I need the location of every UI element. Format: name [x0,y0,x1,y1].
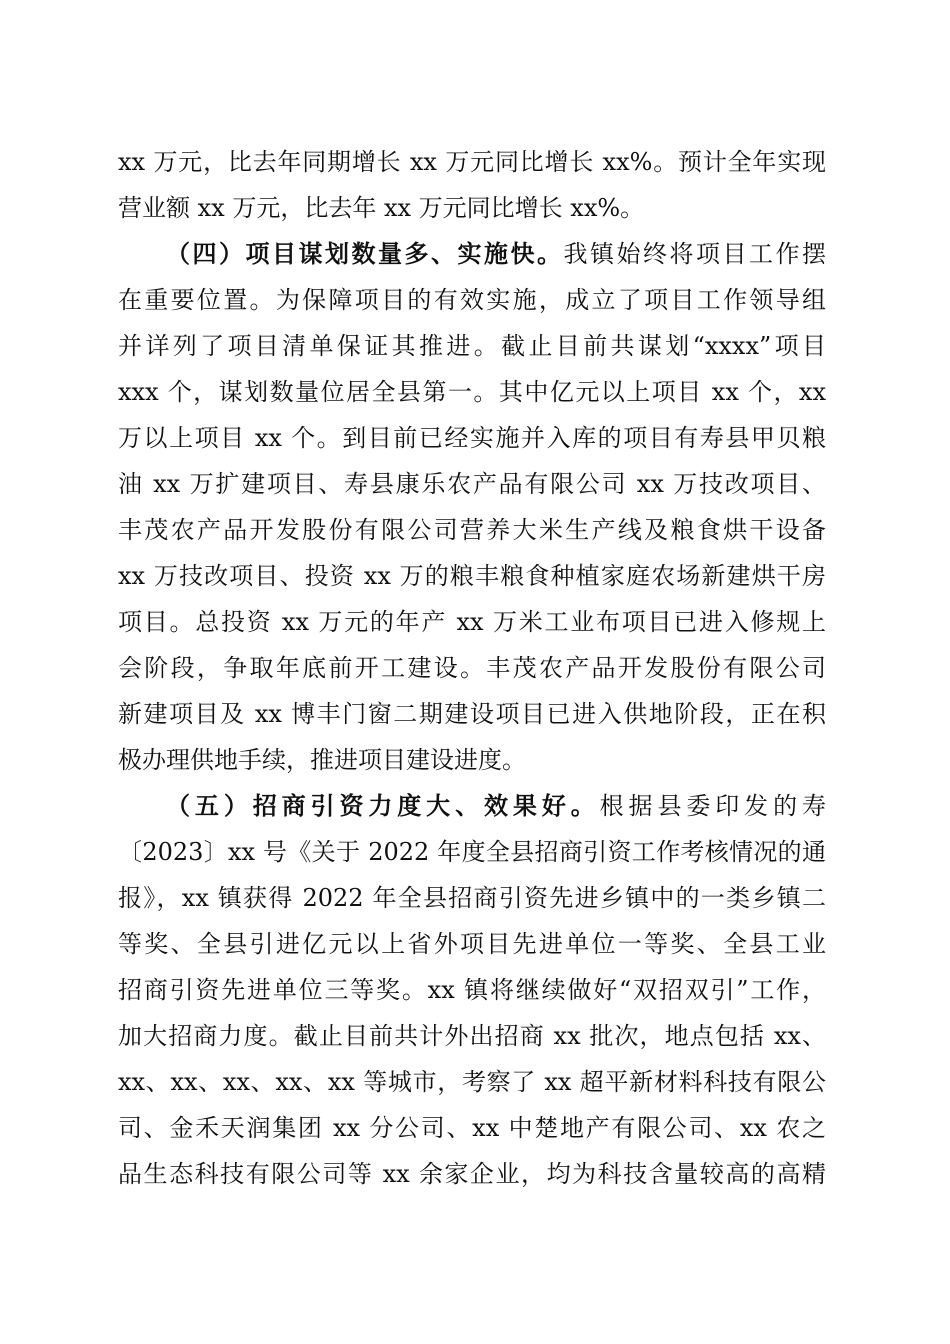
text-line: 司、金禾天润集团 xx 分公司、xx 中楚地产有限公司、xx 农之 [118,1114,826,1142]
section-four-paragraph-line [166,234,826,274]
text-span: 根据县委印发的寿 [599,792,827,820]
text-line: 招商引资先进单位三等奖。xx 镇将继续做好“双招双引”工作， [118,976,826,1004]
text-line: xx 万技改项目、投资 xx 万的粮丰粮食种植家庭农场新建烘干房 [118,562,826,590]
section-five-paragraph-line [166,786,826,826]
text-line: 加大招商力度。截止目前共计外出招商 xx 批次，地点包括 xx、 [118,1022,826,1050]
text-line: 品生态科技有限公司等 xx 余家企业，均为科技含量较高的高精 [118,1160,826,1188]
text-line: xx 万元，比去年同期增长 xx 万元同比增长 xx%。预计全年实现 [118,148,826,176]
text-line: 报》，xx 镇获得 2022 年全县招商引资先进乡镇中的一类乡镇二 [118,884,826,912]
section-heading-four: （四）项目谋划数量多、实施快。 [166,239,564,268]
text-line: 丰茂农产品开发股份有限公司营养大米生产线及粮食烘干设备 [118,516,826,544]
text-line: 极办理供地手续，推进项目建设进度。 [118,746,526,774]
text-line: 〔2023〕xx 号《关于 2022 年度全县招商引资工作考核情况的通 [118,838,826,866]
text-line: 营业额 xx 万元，比去年 xx 万元同比增长 xx%。 [118,194,645,222]
text-line: 并详列了项目清单保证其推进。截止目前共谋划“xxxx”项目 [118,332,826,360]
text-line: 等奖、全县引进亿元以上省外项目先进单位一等奖、全县工业 [118,930,826,958]
text-line: 油 xx 万扩建项目、寿县康乐农产品有限公司 xx 万技改项目、 [118,470,826,498]
text-line: xx、xx、xx、xx、xx 等城市，考察了 xx 超平新材料科技有限公 [118,1068,826,1096]
text-line: 在重要位置。为保障项目的有效实施，成立了项目工作领导组 [118,286,826,314]
section-heading-five: （五）招商引资力度大、效果好。 [166,791,600,820]
text-line: 万以上项目 xx 个。到目前已经实施并入库的项目有寿县甲贝粮 [118,424,826,452]
text-span: 我镇始终将项目工作摆 [563,240,826,268]
text-line: 项目。总投资 xx 万元的年产 xx 万米工业布项目已进入修规上 [118,608,826,636]
text-line: 新建项目及 xx 博丰门窗二期建设项目已进入供地阶段，正在积 [118,700,826,728]
text-line: xxx 个，谋划数量位居全县第一。其中亿元以上项目 xx 个，xx [118,378,826,406]
text-line: 会阶段，争取年底前开工建设。丰茂农产品开发股份有限公司 [118,654,826,682]
